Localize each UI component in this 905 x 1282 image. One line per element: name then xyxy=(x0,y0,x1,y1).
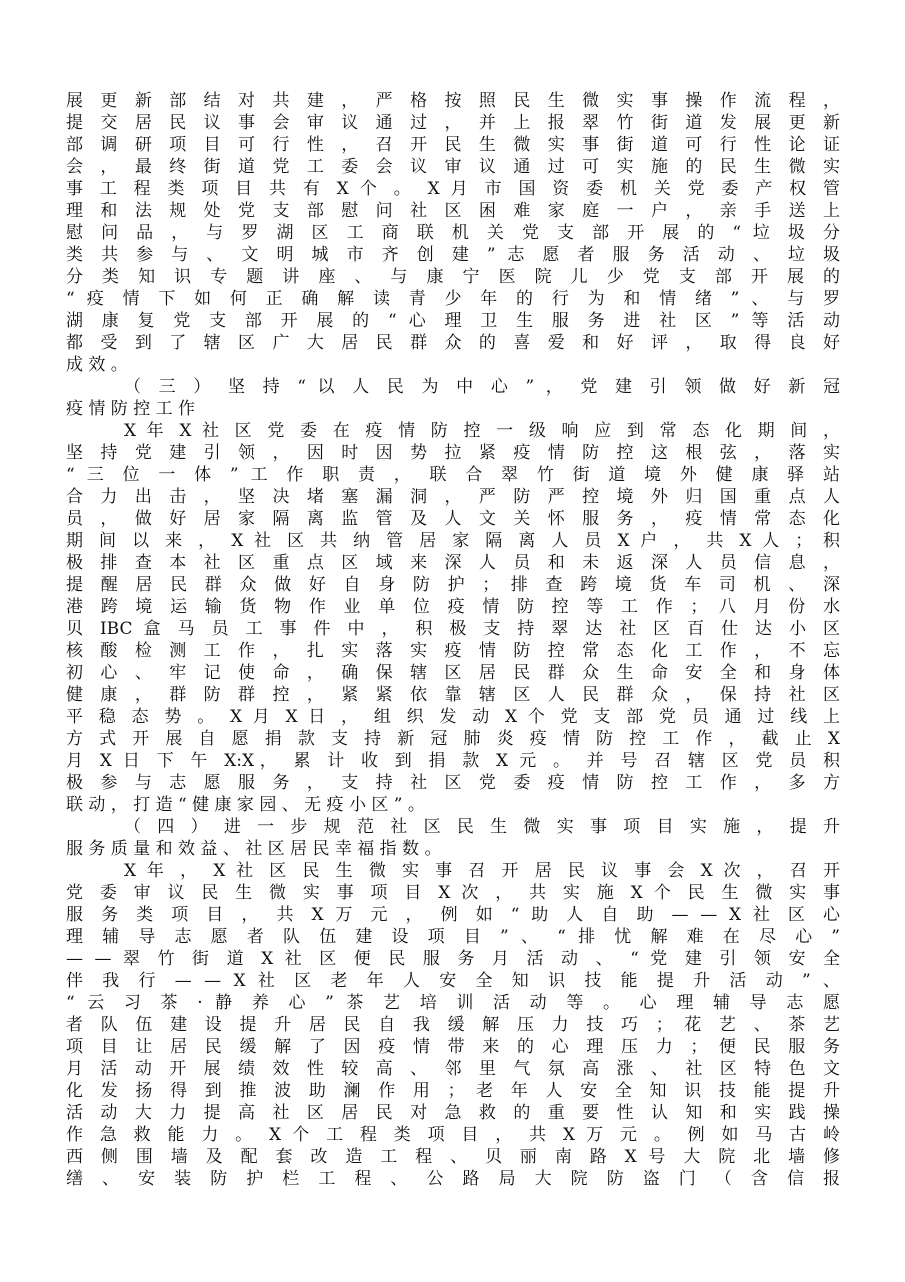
text-line: 核 酸 检 测 工 作 ， 扎 实 落 实 疫 情 防 控 常 态 化 工 作 ， 不 忘 xyxy=(66,641,840,661)
text-line: — — 翠 竹 街 道 X 社 区 便 民 服 务 月 活 动 、 “ 党 建 引 领 安 全 xyxy=(66,949,840,969)
text-line: 部 调 研 项 目 可 行 性 ， 召 开 民 生 微 实 事 街 道 可 行 性 论 证 xyxy=(66,135,840,155)
text-line: 会 ， 最 终 街 道 党 工 委 会 议 审 议 通 过 可 实 施 的 民 生 微 实 xyxy=(66,157,840,177)
text-line: 服 务 质 量 和 效 益 、 社 区 居 民 幸 福 指 数 。 xyxy=(66,839,442,859)
text-line: 类 共 参 与 、 文 明 城 市 齐 创 建 ” 志 愿 者 服 务 活 动 、 垃 圾 xyxy=(66,245,840,265)
text-line: 作 急 救 能 力 。 X 个 工 程 类 项 目 ， 共 X 万 元 。 例 如 马 古 岭 xyxy=(66,1125,840,1145)
text-line: 项 目 让 居 民 缓 解 了 因 疫 情 带 来 的 心 理 压 力 ； 便 民 服 务 xyxy=(66,1037,840,1057)
text-line: “ 三 位 一 体 ” 工 作 职 责 ， 联 合 翠 竹 街 道 境 外 健 康 驿 站 xyxy=(66,465,840,485)
text-line: 月 X 日 下 午 X:X， 累 计 收 到 捐 款 X 元 。 并 号 召 辖 区 党 员 积 xyxy=(66,751,840,771)
text-line: X 年 X 社 区 党 委 在 疫 情 防 控 一 级 响 应 到 常 态 化 期 间 ， xyxy=(124,421,840,441)
text-line: 期 间 以 来 ， X 社 区 共 纳 管 居 家 隔 离 人 员 X 户 ， 共 X 人 ； 积 xyxy=(66,531,840,551)
text-line: “ 云 习 茶 · 静 养 心 ” 茶 艺 培 训 活 动 等 。 心 理 辅 导 志 愿 xyxy=(66,993,840,1013)
text-line: 员 ， 做 好 居 家 隔 离 监 管 及 人 文 关 怀 服 务 ， 疫 情 常 态 化 xyxy=(66,509,840,529)
text-line: 月 活 动 开 展 绩 效 性 较 高 、 邻 里 气 氛 高 涨 、 社 区 特 色 文 xyxy=(66,1059,840,1079)
text-line: 展 更 新 部 结 对 共 建 ， 严 格 按 照 民 生 微 实 事 操 作 流 程 ， xyxy=(66,91,840,111)
text-line: 方 式 开 展 自 愿 捐 款 支 持 新 冠 肺 炎 疫 情 防 控 工 作 ， 截 止 X xyxy=(66,729,840,749)
text-line: 分 类 知 识 专 题 讲 座 、 与 康 宁 医 院 儿 少 党 支 部 开 展 的 xyxy=(66,267,840,287)
text-line: 健 康 ， 群 防 群 控 ， 紧 紧 依 靠 辖 区 人 民 群 众 ， 保 持 社 区 xyxy=(66,685,840,705)
text-line: 伴 我 行 — — X 社 区 老 年 人 安 全 知 识 技 能 提 升 活 动 ” 、 xyxy=(66,971,840,991)
text-line: 平 稳 态 势 。 X 月 X 日 ， 组 织 发 动 X 个 党 支 部 党 员 通 过 线 上 xyxy=(66,707,840,727)
text-line: （ 四 ） 进 一 步 规 范 社 区 民 生 微 实 事 项 目 实 施 ， 提 升 xyxy=(124,817,840,837)
text-line: 提 交 居 民 议 事 会 审 议 通 过 ， 并 上 报 翠 竹 街 道 发 展 更 新 xyxy=(66,113,840,133)
text-line: 疫 情 防 控 工 作 xyxy=(66,399,196,419)
text-line: 事 工 程 类 项 目 共 有 X 个 。 X 月 市 国 资 委 机 关 党 委 产 权 管 xyxy=(66,179,840,199)
text-line: 理 和 法 规 处 党 支 部 慰 问 社 区 困 难 家 庭 一 户 ， 亲 手 送 上 xyxy=(66,201,840,221)
document-body xyxy=(66,90,840,1190)
text-line: 初 心 、 牢 记 使 命 ， 确 保 辖 区 居 民 群 众 生 命 安 全 和 身 体 xyxy=(66,663,840,683)
text-line: X 年 ， X 社 区 民 生 微 实 事 召 开 居 民 议 事 会 X 次 ， 召 开 xyxy=(124,861,840,881)
text-line: 西 侧 围 墙 及 配 套 改 造 工 程 、 贝 丽 南 路 X 号 大 院 北 墙 修 xyxy=(66,1147,840,1167)
text-line: 成 效 。 xyxy=(66,355,128,375)
text-line: 贝 IBC 盒 马 员 工 事 件 中 ， 积 极 支 持 翠 达 社 区 百 仕 达 小 区 xyxy=(66,619,840,639)
text-line: 湖 康 复 党 支 部 开 展 的 “ 心 理 卫 生 服 务 进 社 区 ” 等 活 动 xyxy=(66,311,840,331)
text-line: 都 受 到 了 辖 区 广 大 居 民 群 众 的 喜 爱 和 好 评 ， 取 得 良 好 xyxy=(66,333,840,353)
text-line: 缮 、 安 装 防 护 栏 工 程 、 公 路 局 大 院 防 盗 门 （ 含 信 报 xyxy=(66,1169,840,1189)
text-line: 者 队 伍 建 设 提 升 居 民 自 我 缓 解 压 力 技 巧 ； 花 艺 、 茶 艺 xyxy=(66,1015,840,1035)
text-line: （ 三 ） 坚 持 “ 以 人 民 为 中 心 ” ， 党 建 引 领 做 好 新 冠 xyxy=(124,377,840,397)
text-line: 极 排 查 本 社 区 重 点 区 域 来 深 人 员 和 未 返 深 人 员 信 息 ， xyxy=(66,553,840,573)
text-line: 慰 问 品 ， 与 罗 湖 区 工 商 联 机 关 党 支 部 开 展 的 “ 垃 圾 分 xyxy=(66,223,840,243)
text-line: “ 疫 情 下 如 何 正 确 解 读 青 少 年 的 行 为 和 情 绪 ” 、 与 罗 xyxy=(66,289,840,309)
text-line: 服 务 类 项 目 ， 共 X 万 元 ， 例 如 “ 助 人 自 助 — — X 社 区 心 xyxy=(66,905,840,925)
text-line: 合 力 出 击 ， 坚 决 堵 塞 漏 洞 ， 严 防 严 控 境 外 归 国 重 点 人 xyxy=(66,487,840,507)
text-line: 坚 持 党 建 引 领 ， 因 时 因 势 拉 紧 疫 情 防 控 这 根 弦 ， 落 实 xyxy=(66,443,840,463)
text-line: 理 辅 导 志 愿 者 队 伍 建 设 项 目 ” 、 “ 排 忧 解 难 在 尽 心 ” xyxy=(66,927,840,947)
text-line: 化 发 扬 得 到 推 波 助 澜 作 用 ； 老 年 人 安 全 知 识 技 能 提 升 xyxy=(66,1081,840,1101)
text-line: 活 动 大 力 提 高 社 区 居 民 对 急 救 的 重 要 性 认 知 和 实 践 操 xyxy=(66,1103,840,1123)
text-line: 提 醒 居 民 群 众 做 好 自 身 防 护 ； 排 查 跨 境 货 车 司 机 、 深 xyxy=(66,575,840,595)
text-line: 党 委 审 议 民 生 微 实 事 项 目 X 次 ， 共 实 施 X 个 民 生 微 实 事 xyxy=(66,883,840,903)
text-line: 联 动 ， 打 造 “ 健 康 家 园 、 无 疫 小 区 ” 。 xyxy=(66,795,425,815)
text-line: 港 跨 境 运 输 货 物 作 业 单 位 疫 情 防 控 等 工 作 ； 八 月 份 水 xyxy=(66,597,840,617)
text-line: 极 参 与 志 愿 服 务 ， 支 持 社 区 党 委 疫 情 防 控 工 作 ， 多 方 xyxy=(66,773,840,793)
